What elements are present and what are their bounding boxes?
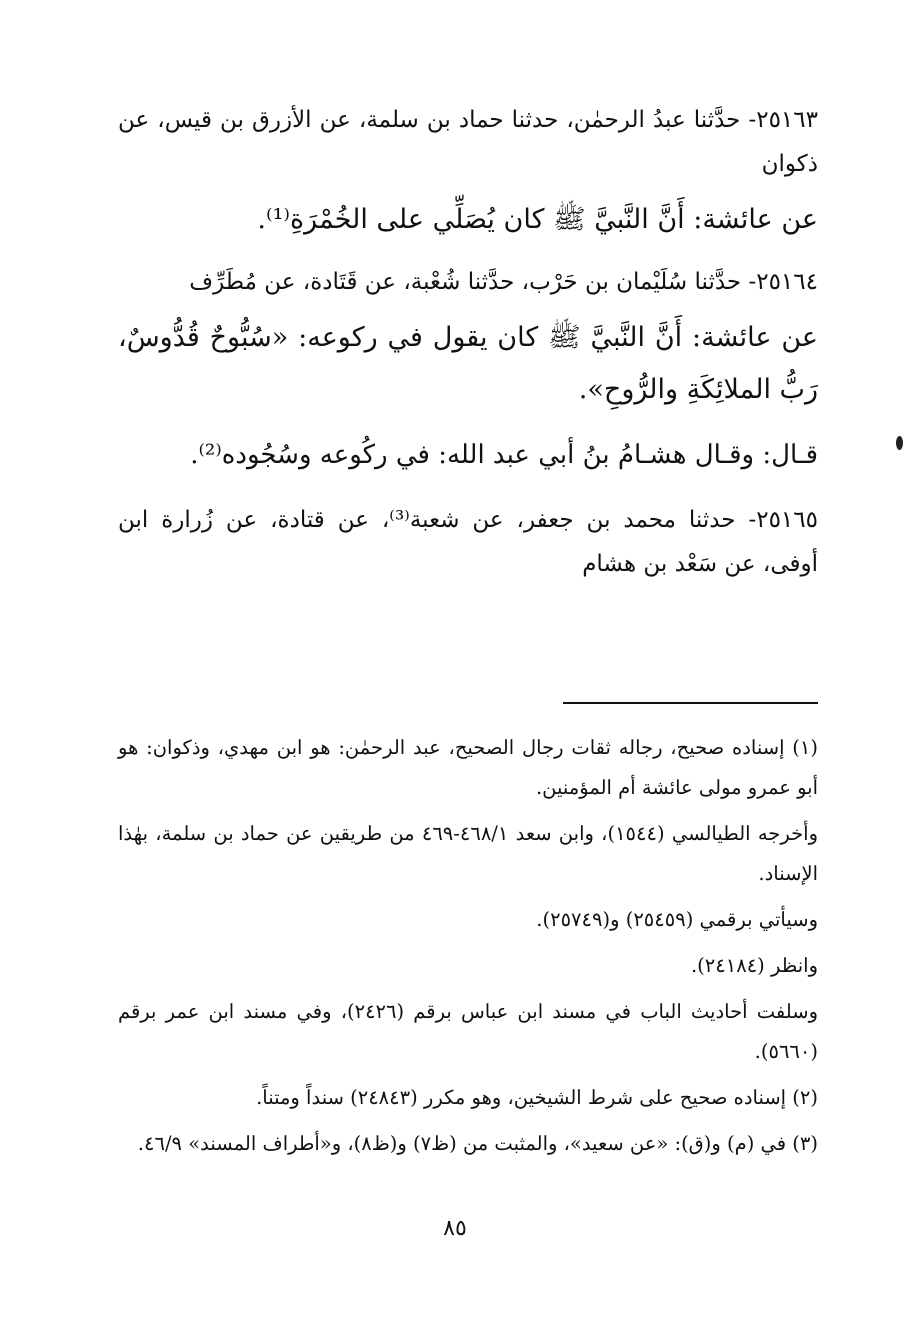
- hadith-25164-matn: عن عائشة: أَنَّ النَّبيَّ ﷺ كان يقول في ركوعه: «سُبُّوحٌ قُدُّوسٌ، رَبُّ الملائِكَةِ والرُّوحِ».: [118, 322, 818, 405]
- hadith-25165-chain: ٢٥١٦٥- حدثنا محمد بن جعفر، عن شعبة⁽³⁾، عن قتادة، عن زُرارة ابن أوفى، عن سَعْد بن هشام: [118, 507, 818, 577]
- hadith-25164-chain: ٢٥١٦٤- حدَّثنا سُلَيْمان بن حَرْب، حدَّثنا شُعْبة، عن قَتَادة، عن مُطَرِّف: [189, 269, 818, 295]
- margin-mark: [896, 436, 903, 450]
- main-text: [118, 98, 818, 586]
- hadith-25163-chain: ٢٥١٦٣- حدَّثنا عبدُ الرحمٰن، حدثنا حماد بن سلمة، عن الأزرق بن قيس، عن ذكوان: [118, 107, 818, 177]
- footnote-1-see: وسيأتي برقمي (٢٥٤٥٩) و(٢٥٧٤٩).: [536, 908, 818, 931]
- footnote-separator: [563, 702, 818, 704]
- hadith-25164-note: قـال: وقـال هشـامُ بنُ أبي عبد الله: في ركُوعه وسُجُوده⁽²⁾.: [190, 440, 818, 470]
- page-number: ٨٥: [443, 1216, 467, 1241]
- footnote-1-compare: وانظر (٢٤١٨٤).: [690, 954, 818, 977]
- footnote-1-previous: وسلفت أحاديث الباب في مسند ابن عباس برقم (٢٤٢٦)، وفي مسند ابن عمر برقم (٥٦٦٠).: [118, 1000, 818, 1063]
- hadith-25163-matn: عن عائشة: أَنَّ النَّبيَّ ﷺ كان يُصَلِّي على الخُمْرَةِ⁽¹⁾.: [257, 204, 818, 235]
- footnote-1-takhrij: وأخرجه الطيالسي (١٥٤٤)، وابن سعد ٤٦٨/١-٤٦٩ من طريقين عن حماد بن سلمة، بهٰذا الإسناد.: [118, 822, 818, 885]
- footnote-2: (٢) إسناده صحيح على شرط الشيخين، وهو مكرر (٢٤٨٤٣) سنداً ومتناً.: [256, 1086, 818, 1109]
- footnotes: [118, 728, 818, 1170]
- footnote-1: (١) إسناده صحيح، رجاله ثقات رجال الصحيح، عبد الرحمٰن: هو ابن مهدي، وذكوان: هو أبو عمرو مولى عائشة أم المؤمنين.: [118, 736, 818, 799]
- footnote-3: (٣) في (م) و(ق): «عن سعيد»، والمثبت من (ظ٧) و(ظ٨)، و«أطراف المسند» ٤٦/٩.: [137, 1132, 818, 1155]
